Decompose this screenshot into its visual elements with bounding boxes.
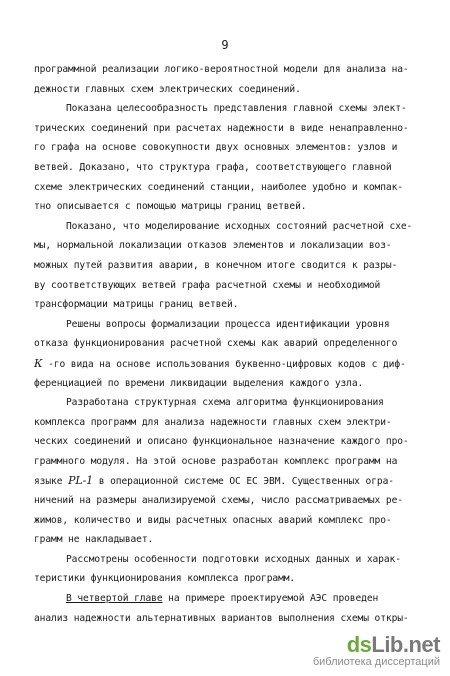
text-line: Решены вопросы формализации процесса идентификации уровня bbox=[66, 318, 390, 330]
watermark-logo bbox=[313, 632, 440, 668]
text-line: теристики функционирования комплекса программ. bbox=[34, 573, 296, 585]
text-line: схеме электрических соединений станции, наиболее удобно и компак- bbox=[34, 181, 403, 193]
text-line: го графа на основе совокупности двух основных элементов: узлов и bbox=[34, 142, 398, 154]
text-line: Показано, что моделирование исходных состояний расчетной схе- bbox=[66, 220, 413, 232]
text-segment: на примере проектируемой АЭС проведен bbox=[162, 593, 379, 605]
text-line: Разработана структурная схема алгоритма функционирования bbox=[66, 397, 384, 409]
text-segment: -го вида на основе использования буквенно-цифровых кодов с диф- bbox=[42, 358, 406, 370]
text-line: ческих соединений и описано функциональное назначение каждого про- bbox=[34, 436, 409, 448]
watermark-subtitle: библиотека диссертаций bbox=[312, 656, 440, 668]
text-line: программной реализации логико-вероятностной модели для анализа на- bbox=[34, 64, 409, 75]
text-line: комплекса программ для анализа надежности главных схем электри- bbox=[34, 416, 392, 428]
text-line: дежности главных схем электрических соединений. bbox=[34, 83, 301, 95]
text-line: ву соответствующих ветвей графа расчетной схемы и необходимой bbox=[34, 279, 381, 291]
text-line: трансформации матрицы границ ветвей. bbox=[34, 299, 239, 311]
text-line: можных путей развития аварии, в конечном итоге сводится к разры- bbox=[34, 259, 398, 271]
italic-symbol: К bbox=[34, 356, 43, 370]
text-line: жимов, количество и виды расчетных опасных аварий комплекс про- bbox=[34, 514, 392, 526]
watermark-brand: dsLib.net bbox=[346, 632, 440, 657]
text-line: трических соединений при расчетах надежности в виде ненаправленно- bbox=[34, 122, 409, 134]
underlined-heading: В четвертой главе bbox=[66, 593, 163, 605]
text-segment: языке bbox=[34, 476, 69, 488]
text-line: ничений на размеры анализируемой схемы, число рассматриваемых ре- bbox=[34, 495, 403, 507]
italic-symbol: PL-1 bbox=[68, 474, 94, 488]
text-line: граммного модуля. На этой основе разработан комплекс программ на bbox=[34, 455, 398, 467]
text-line bbox=[34, 589, 434, 609]
body-text bbox=[34, 60, 434, 628]
text-line: Рассмотрены особенности подготовки исходных данных и харак- bbox=[66, 553, 401, 565]
text-line: ветвей. Доказано, что структура графа, соответствующего главной bbox=[34, 161, 392, 173]
text-line: Показана целесообразность представления главной схемы элект- bbox=[66, 103, 407, 115]
text-line: мы, нормальной локализации отказов элементов и локализации воз- bbox=[34, 240, 392, 252]
text-line bbox=[34, 354, 434, 374]
text-line: отказа функционирования расчетной схемы как аварий определенного bbox=[34, 338, 398, 350]
text-line: анализ надежности альтернативных вариантов выполнения схемы откры- bbox=[34, 612, 409, 624]
text-line: грамм не накладывает. bbox=[34, 534, 154, 546]
page-number: 9 bbox=[221, 38, 229, 52]
text-line bbox=[34, 471, 434, 491]
text-line: ференциацией по времени ликвидации выделения каждого узла. bbox=[34, 377, 364, 389]
text-segment: в операционной системе ОС ЕС ЭВМ. Существенных огра- bbox=[93, 476, 394, 488]
text-line: тно описывается с помощью матрицы границ ветвей. bbox=[34, 201, 307, 213]
